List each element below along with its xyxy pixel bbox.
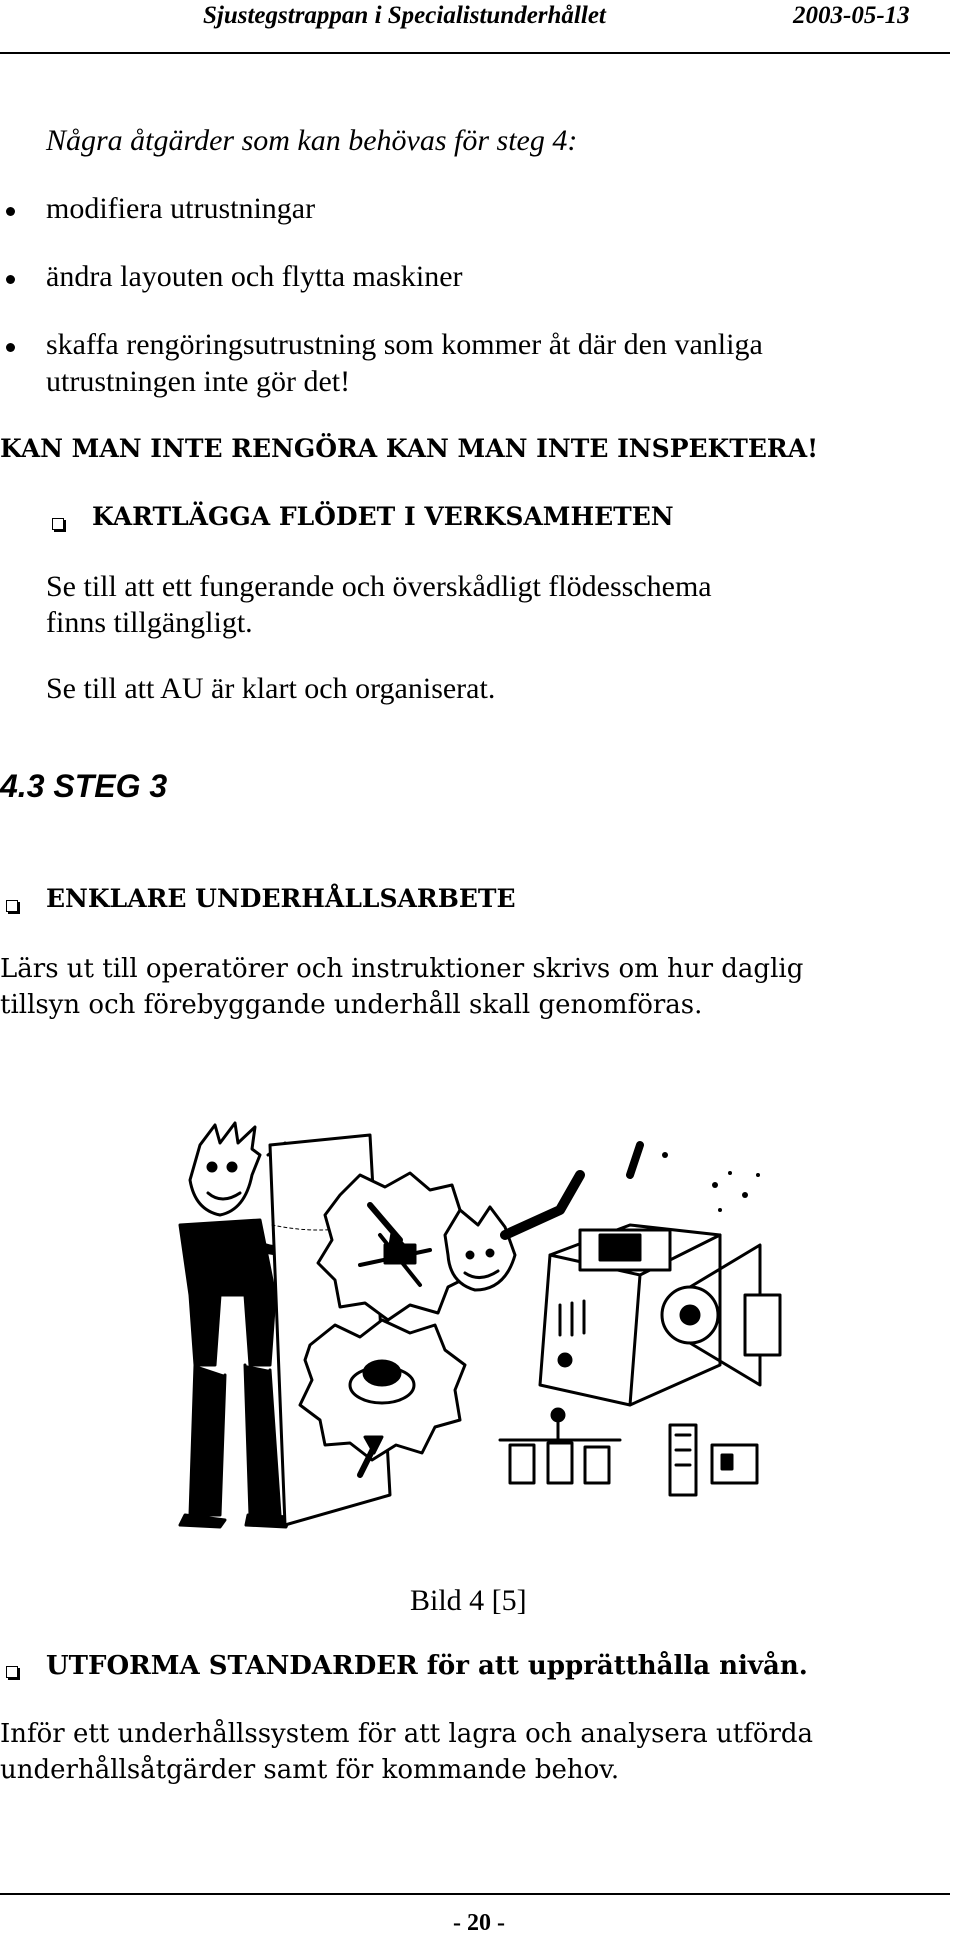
section-heading: [0, 768, 167, 805]
bullet-dot-icon: [6, 275, 15, 284]
section-title: STEG 3: [53, 768, 168, 804]
bullet-item-3-line2: utrustningen inte gör det!: [46, 365, 351, 398]
page-number: - 20 -: [453, 1910, 505, 1936]
checkbox-bullet-icon: [6, 900, 18, 912]
emphasis-line: KAN MAN INTE RENGÖRA KAN MAN INTE INSPEKTERA!: [0, 434, 819, 463]
running-header-title: Sjustegstrappan i Specialistunderhållet: [203, 2, 606, 29]
std-paragraph-line1: Inför ett underhållssystem för att lagra och analysera utförda: [0, 1719, 814, 1749]
flow-paragraph-line2: finns tillgängligt.: [46, 606, 253, 639]
maint-heading: ENKLARE UNDERHÅLLSARBETE: [46, 884, 516, 913]
checkbox-bullet-icon: [6, 1666, 18, 1678]
maint-paragraph-line1: Lärs ut till operatörer och instruktioner skrivs om hur daglig: [0, 954, 804, 984]
bullet-item-1: modifiera utrustningar: [46, 192, 316, 225]
bullet-dot-icon: [6, 343, 15, 352]
checkbox-bullet-icon: [52, 518, 64, 530]
std-paragraph-line2: underhållsåtgärder samt för kommande behov.: [0, 1755, 620, 1785]
std-heading: UTFORMA STANDARDER för att upprätthålla nivån.: [46, 1651, 808, 1681]
section-number: 4.3: [0, 768, 45, 804]
maint-paragraph-line2: tillsyn och förebyggande underhåll skall genomföras.: [0, 990, 703, 1020]
footer-rule: [0, 1893, 950, 1895]
flow-paragraph-2: Se till att AU är klart och organiserat.: [46, 672, 496, 705]
bullet-item-3-line1: skaffa rengöringsutrustning som kommer åt där den vanliga: [46, 328, 763, 361]
flow-paragraph-line1: Se till att ett fungerande och överskådligt flödesschema: [46, 570, 712, 603]
running-header-date: 2003-05-13: [793, 2, 910, 29]
figure-caption: Bild 4 [5]: [410, 1584, 527, 1617]
bullet-dot-icon: [6, 207, 15, 216]
header-rule: [0, 52, 950, 54]
bullet-item-2: ändra layouten och flytta maskiner: [46, 260, 463, 293]
intro-text: Några åtgärder som kan behövas för steg 4:: [46, 124, 578, 157]
flow-heading: KARTLÄGGA FLÖDET I VERKSAMHETEN: [92, 502, 674, 531]
maintenance-illustration: [160, 1115, 800, 1535]
